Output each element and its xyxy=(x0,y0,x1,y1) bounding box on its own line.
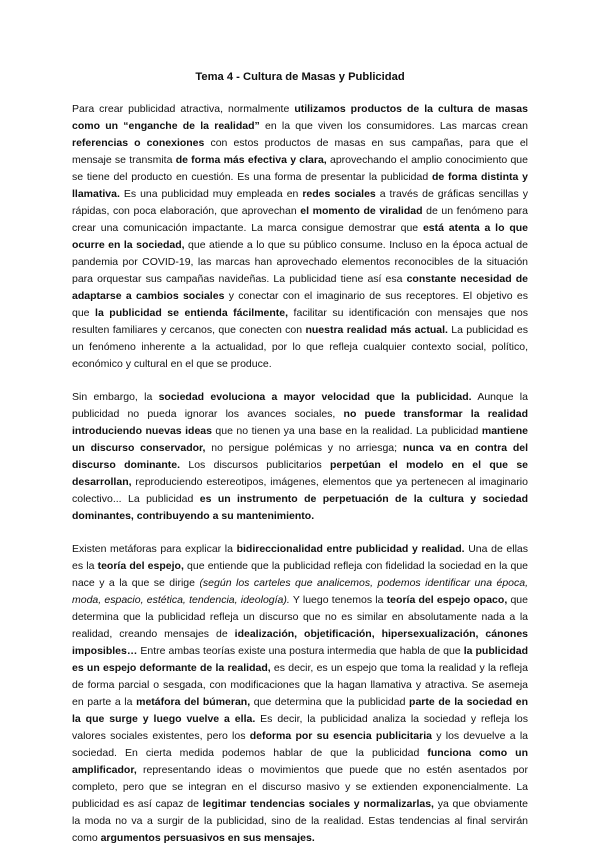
bold-text-run: parte de la sociedad en la que surge y luego vuelve a ella. xyxy=(72,696,528,725)
bold-text-run: teoría del espejo opaco, xyxy=(386,594,508,606)
bold-text-run: argumentos persuasivos en sus mensajes. xyxy=(100,832,315,844)
text-run: Para crear publicidad atractiva, normalmente xyxy=(72,103,295,115)
text-run: y conectar con el imaginario de sus receptores. El objetivo es que xyxy=(72,290,528,319)
bold-text-run: está atenta a lo que ocurre en la sociedad, xyxy=(72,222,529,251)
text-run: facilitar su identificación con mensajes que nos resulten familiares y cercanos, que conecten con xyxy=(72,307,528,336)
bold-text-run: redes sociales xyxy=(302,188,376,200)
text-run: en la que viven los consumidores. Las marcas crean xyxy=(259,120,528,132)
text-run: es decir, es un espejo que toma la realidad y la refleja de forma parcial o sesgada, con modificaciones que la hagan llamativa y atractiva. Se asemeja en parte a la xyxy=(72,662,528,708)
text-run: de un fenómeno para crear una comunicación impactante. La marca consigue demostrar que xyxy=(72,205,528,234)
text-run: y los devuelve a la sociedad. En cierta medida podemos hablar de que la publicidad xyxy=(72,730,528,759)
bold-text-run: la publicidad es un espejo deformante de la realidad, xyxy=(72,645,528,674)
bold-text-run: teoría del espejo, xyxy=(97,560,184,572)
text-run: Y luego tenemos la xyxy=(289,594,387,606)
bold-text-run: legitimar tendencias sociales y normalizarlas, xyxy=(202,798,434,810)
bold-text-run: no puede transformar la realidad introduciendo nuevas ideas xyxy=(72,408,528,437)
text-run: representando ideas o movimientos que puede que no estén asentados por completo, pero que se integran en el discurso masivo y se extienden exponencialmente. La publicidad es así capaz de xyxy=(72,764,528,810)
italic-text-run: (según los carteles que analicemos, podemos identificar una época, moda, espacio, estética, tendencia, ideología). xyxy=(72,577,528,606)
text-run: Es decir, la publicidad analiza la sociedad y refleja los valores sociales existentes, pero los xyxy=(72,713,528,742)
text-run: Los discursos publicitarios xyxy=(180,459,330,471)
text-run: Entre ambas teorías existe una postura intermedia que habla de que xyxy=(137,645,464,657)
text-run: Es una publicidad muy empleada en xyxy=(119,188,303,200)
bold-text-run: referencias o conexiones xyxy=(72,137,205,149)
bold-text-run: mantiene un discurso conservador, xyxy=(72,425,528,454)
text-run: no persigue polémicas y no arriesga; xyxy=(205,442,403,454)
text-run: La publicidad es un fenómeno inherente a la actualidad, por lo que refleja cualquier contexto social, político, económico y cultural en el que se produce. xyxy=(72,324,528,370)
bold-text-run: sociedad evoluciona a mayor velocidad que la publicidad. xyxy=(158,391,472,403)
text-run: que no tienen ya una base en la realidad. La publicidad xyxy=(211,425,482,437)
bold-text-run: de forma más efectiva y clara, xyxy=(175,154,327,166)
paragraph-1 xyxy=(72,101,528,373)
text-run: Aunque la publicidad no pueda ignorar los avances sociales, xyxy=(72,391,528,420)
text-run: Una de ellas es la xyxy=(72,543,528,572)
bold-text-run: deforma por su esencia publicitaria xyxy=(249,730,432,742)
text-run: Existen metáforas para explicar la xyxy=(72,543,237,555)
paragraph-3 xyxy=(72,541,528,847)
bold-text-run: es un instrumento de perpetuación de la cultura y sociedad dominantes, contribuyendo a su mantenimiento. xyxy=(72,493,528,522)
text-run: Sin embargo, la xyxy=(72,391,159,403)
bold-text-run: funciona como un amplificador, xyxy=(72,747,528,776)
text-run: que determina que la publicidad refleja un discurso que no es similar en absolutamente nada a la realidad, creando mensajes de xyxy=(72,594,528,640)
text-run: ya que obviamente la moda no va a surgir de la publicidad, sino de la realidad. Estas tendencias al final servirán como xyxy=(72,798,528,844)
text-run: con estos productos de masas en sus campañas, para que el mensaje se transmita xyxy=(72,137,528,166)
bold-text-run: metáfora del búmeran, xyxy=(136,696,251,708)
bold-text-run: utilizamos productos de la cultura de masas como un “enganche de la realidad” xyxy=(72,103,528,132)
bold-text-run: nunca va en contra del discurso dominante. xyxy=(72,442,528,471)
document-title: Tema 4 - Cultura de Masas y Publicidad xyxy=(195,71,405,83)
bold-text-run: de forma distinta y llamativa. xyxy=(72,171,528,200)
text-run: aprovechando el amplio conocimiento que se tiene del producto en cuestión. Es una forma de presentar la publicidad xyxy=(72,154,528,183)
bold-text-run: la publicidad se entienda fácilmente, xyxy=(95,307,289,319)
bold-text-run: nuestra realidad más actual. xyxy=(305,324,448,336)
paragraph-2 xyxy=(72,389,528,525)
text-run: que atiende a lo que su público consume. Incluso en la época actual de pandemia por COVID-19, las marcas han aprovechado elementos reconocibles de la situación para orquestar sus campañas navideñas. La publicidad tiene así esa xyxy=(72,239,528,285)
bold-text-run: el momento de viralidad xyxy=(300,205,423,217)
bold-text-run: idealización, objetificación, hipersexualización, cánones imposibles… xyxy=(72,628,529,657)
text-run: que determina que la publicidad xyxy=(250,696,410,708)
text-run: a través de gráficas sencillas y rápidas, con poca elaboración, que aprovechan xyxy=(72,188,528,217)
bold-text-run: constante necesidad de adaptarse a cambios sociales xyxy=(72,273,528,302)
text-run: reproduciendo estereotipos, imágenes, elementos que ya pertenecen al imaginario colectivo... La publicidad xyxy=(72,476,528,505)
bold-text-run: bidireccionalidad entre publicidad y realidad. xyxy=(236,543,465,555)
text-run: que entiende que la publicidad refleja con fidelidad la sociedad en la que nace y a la que se dirige xyxy=(72,560,528,589)
bold-text-run: perpetúan el modelo en el que se desarrollan, xyxy=(72,459,529,488)
